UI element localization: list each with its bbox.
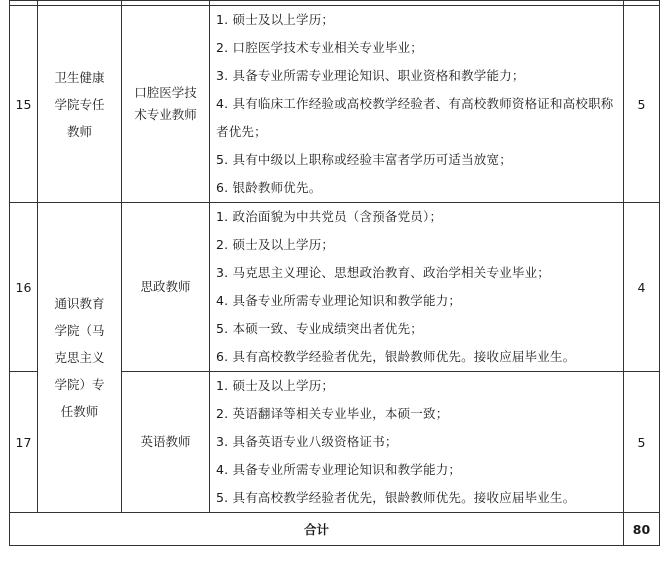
requirement-item: 4. 具有临床工作经验或高校教学经验者、有高校教师资格证和高校职称者优先；	[216, 96, 614, 139]
table-row	[10, 203, 660, 372]
requirement-item: 2. 口腔医学技术专业相关专业毕业；	[216, 40, 424, 55]
requirement-item: 4. 具备专业所需专业理论知识和教学能力；	[216, 293, 462, 308]
requirement-item: 6. 具有高校教学经验者优先，银龄教师优先。接收应届毕业生。	[216, 349, 576, 364]
total-label: 合计	[10, 513, 624, 546]
total-value: 80	[624, 513, 660, 546]
requirement-item: 5. 具有高校教学经验者优先，银龄教师优先。接收应届毕业生。	[216, 490, 576, 505]
row-number: 15	[10, 6, 38, 203]
requirements-cell	[210, 6, 624, 203]
requirement-item: 3. 具备英语专业八级资格证书；	[216, 434, 398, 449]
requirement-item: 2. 英语翻译等相关专业毕业，本硕一致；	[216, 406, 449, 421]
requirement-item: 1. 政治面貌为中共党员（含预备党员）；	[216, 209, 443, 224]
requirement-item: 1. 硕士及以上学历；	[216, 12, 335, 27]
requirement-item: 3. 具备专业所需专业理论知识、职业资格和教学能力；	[216, 68, 525, 83]
position-cell	[122, 372, 210, 513]
position-name: 口腔医学技术专业教师	[134, 85, 197, 122]
headcount: 5	[624, 372, 660, 513]
requirement-item: 1. 硕士及以上学历；	[216, 378, 335, 393]
position-name: 思政教师	[140, 279, 191, 294]
department-name: 卫生健康学院专任教师	[54, 69, 105, 139]
requirement-item: 6. 银龄教师优先。	[216, 180, 322, 195]
recruitment-table	[9, 0, 660, 546]
position-cell	[122, 203, 210, 372]
department-name: 通识教育学院（马克思主义学院）专任教师	[54, 296, 105, 419]
department-cell	[38, 203, 122, 513]
position-cell	[122, 6, 210, 203]
requirements-cell	[210, 372, 624, 513]
requirement-item: 5. 具有中级以上职称或经验丰富者学历可适当放宽；	[216, 152, 512, 167]
headcount: 4	[624, 203, 660, 372]
total-row	[10, 513, 660, 546]
requirement-item: 3. 马克思主义理论、思想政治教育、政治学相关专业毕业；	[216, 265, 551, 280]
row-number: 17	[10, 372, 38, 513]
requirement-item: 5. 本硕一致、专业成绩突出者优先；	[216, 321, 424, 336]
department-cell	[38, 6, 122, 203]
table-row	[10, 6, 660, 203]
position-name: 英语教师	[140, 434, 191, 449]
requirement-item: 2. 硕士及以上学历；	[216, 237, 335, 252]
row-number: 16	[10, 203, 38, 372]
headcount: 5	[624, 6, 660, 203]
requirements-cell	[210, 203, 624, 372]
requirement-item: 4. 具备专业所需专业理论知识和教学能力；	[216, 462, 462, 477]
